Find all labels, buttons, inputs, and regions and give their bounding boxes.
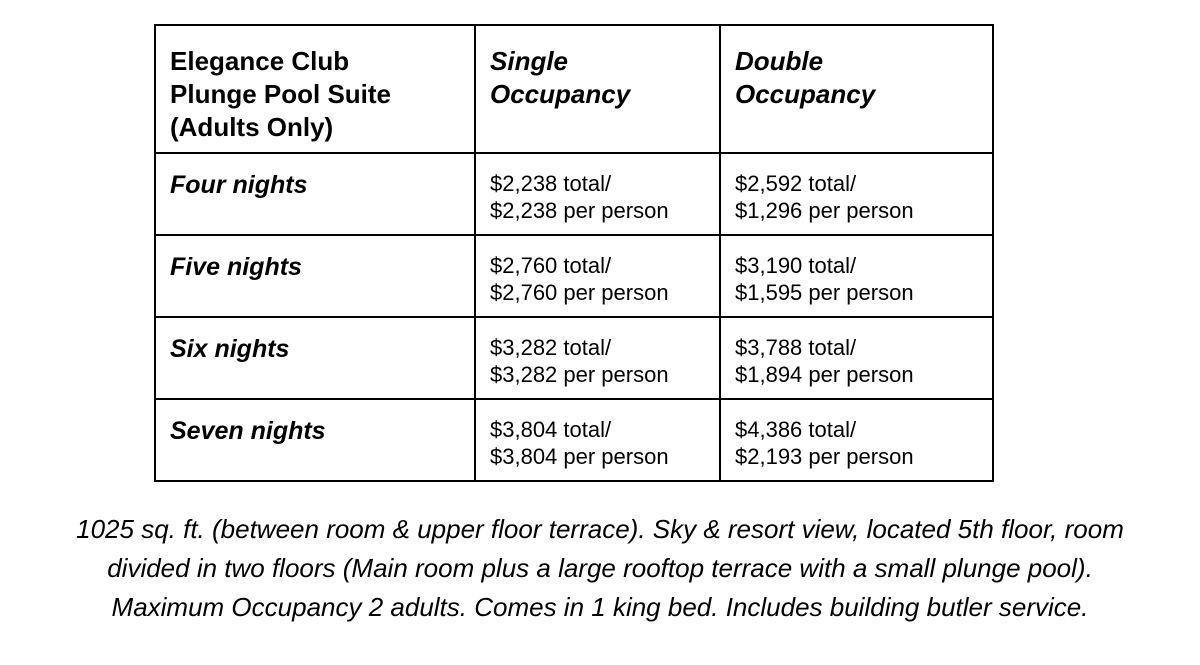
single-price-cell xyxy=(475,399,720,481)
room-type-line: (Adults Only) xyxy=(170,112,334,142)
single-price-cell xyxy=(475,153,720,235)
double-price-cell xyxy=(720,153,993,235)
double-per-person: $1,296 per person xyxy=(735,198,914,223)
double-total: $3,190 total/ xyxy=(735,253,857,278)
single-per-person: $3,804 per person xyxy=(490,444,669,469)
single-price-cell xyxy=(475,235,720,317)
nights-cell: Six nights xyxy=(155,317,475,399)
single-occupancy-header xyxy=(475,25,720,153)
single-header-line: Occupancy xyxy=(490,79,631,109)
single-per-person: $3,282 per person xyxy=(490,362,669,387)
double-header-line: Double xyxy=(735,46,824,76)
double-header-line: Occupancy xyxy=(735,79,876,109)
double-total: $3,788 total/ xyxy=(735,335,857,360)
double-per-person: $1,595 per person xyxy=(735,280,914,305)
double-price-cell xyxy=(720,235,993,317)
room-type-line: Plunge Pool Suite xyxy=(170,79,392,109)
single-per-person: $2,238 per person xyxy=(490,198,669,223)
table-row xyxy=(155,153,993,235)
double-price-cell xyxy=(720,317,993,399)
room-type-header xyxy=(155,25,475,153)
table-row xyxy=(155,235,993,317)
nights-cell: Four nights xyxy=(155,153,475,235)
single-total: $2,760 total/ xyxy=(490,253,612,278)
description-line: Maximum Occupancy 2 adults. Comes in 1 king bed. Includes building butler service. xyxy=(111,592,1089,622)
double-per-person: $2,193 per person xyxy=(735,444,914,469)
rate-table xyxy=(154,24,994,482)
double-price-cell xyxy=(720,399,993,481)
single-total: $3,282 total/ xyxy=(490,335,612,360)
nights-cell: Five nights xyxy=(155,235,475,317)
description-line: divided in two floors (Main room plus a large rooftop terrace with a small plunge pool). xyxy=(107,553,1093,583)
single-header-line: Single xyxy=(490,46,569,76)
single-total: $3,804 total/ xyxy=(490,417,612,442)
room-description xyxy=(0,510,1200,627)
table-header-row xyxy=(155,25,993,153)
single-total: $2,238 total/ xyxy=(490,171,612,196)
double-total: $4,386 total/ xyxy=(735,417,857,442)
table-row xyxy=(155,317,993,399)
description-line: 1025 sq. ft. (between room & upper floor terrace). Sky & resort view, located 5th floor, room xyxy=(76,514,1124,544)
single-price-cell xyxy=(475,317,720,399)
double-occupancy-header xyxy=(720,25,993,153)
nights-cell: Seven nights xyxy=(155,399,475,481)
double-per-person: $1,894 per person xyxy=(735,362,914,387)
single-per-person: $2,760 per person xyxy=(490,280,669,305)
double-total: $2,592 total/ xyxy=(735,171,857,196)
room-type-line: Elegance Club xyxy=(170,46,350,76)
table-row xyxy=(155,399,993,481)
